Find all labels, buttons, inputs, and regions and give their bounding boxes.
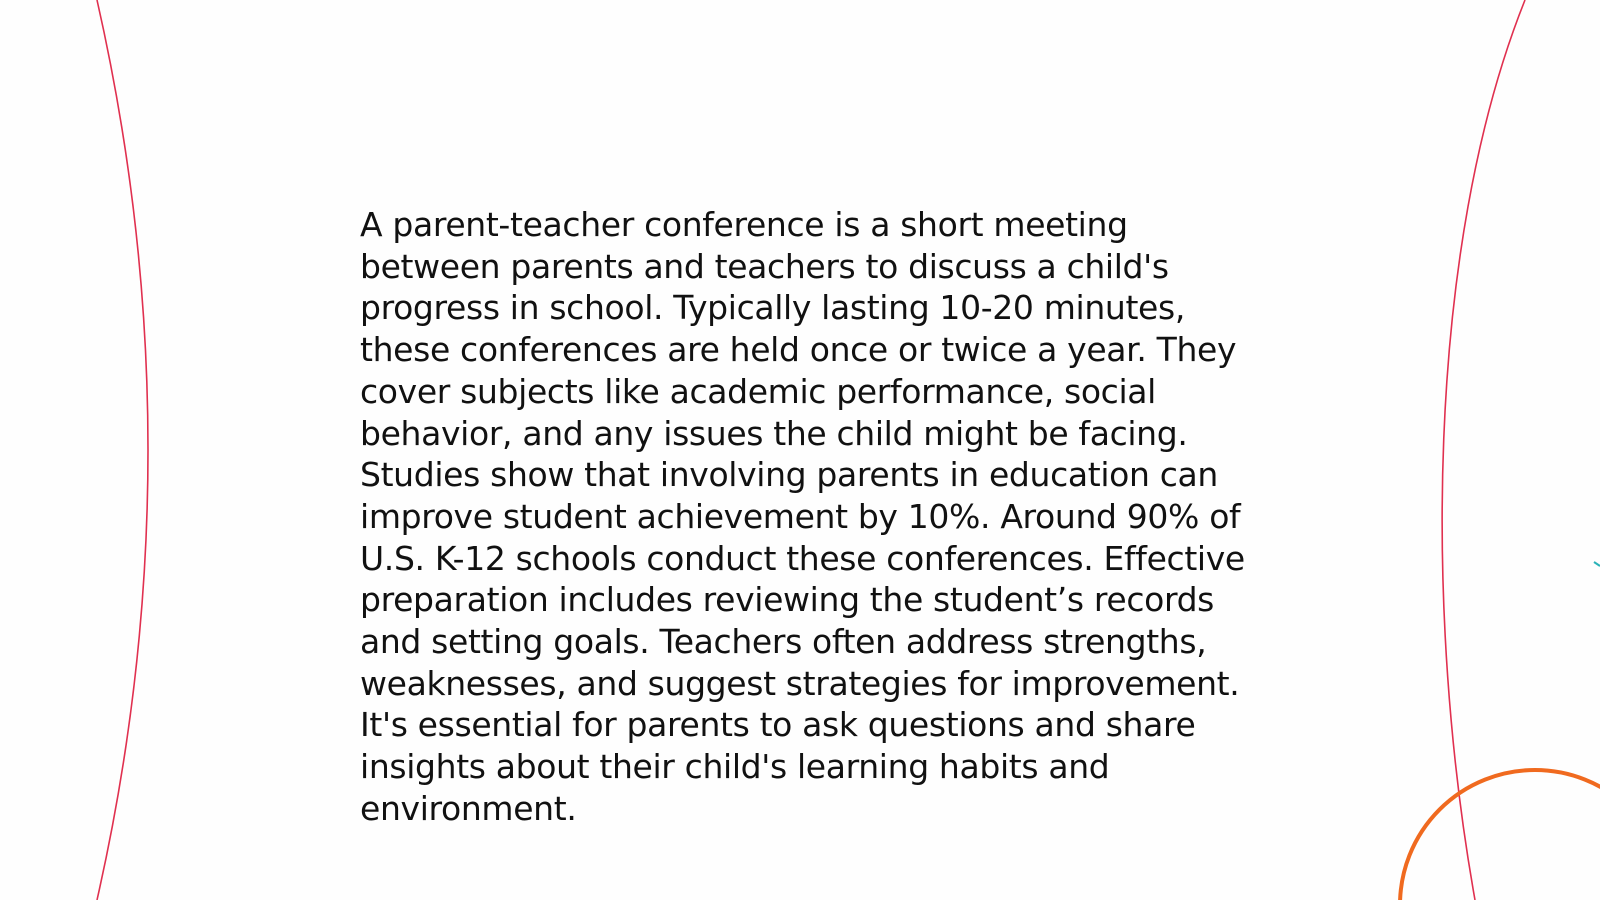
body-line: between parents and teachers to discuss a child's — [360, 246, 1169, 286]
body-line: Studies show that involving parents in education can — [360, 455, 1218, 495]
orange-accent-circle — [1400, 770, 1600, 900]
left-curve-line — [97, 0, 148, 900]
right-curve-line — [1442, 0, 1525, 900]
body-line: and setting goals. Teachers often address strengths, — [360, 622, 1207, 662]
body-line: U.S. K-12 schools conduct these conferences. Effective — [360, 538, 1245, 578]
body-line: improve student achievement by 10%. Around 90% of — [360, 496, 1241, 536]
body-line: preparation includes reviewing the student’s records — [360, 580, 1215, 620]
body-line: weaknesses, and suggest strategies for improvement. — [360, 663, 1240, 703]
body-line: A parent-teacher conference is a short meeting — [360, 205, 1128, 244]
teal-accent-mark — [1594, 562, 1600, 566]
body-line: these conferences are held once or twice a year. They — [360, 330, 1237, 370]
body-paragraph — [360, 204, 1260, 830]
body-line: insights about their child's learning habits and — [360, 747, 1110, 787]
body-line: environment. — [360, 788, 577, 828]
body-line: behavior, and any issues the child might be facing. — [360, 413, 1188, 453]
body-line: It's essential for parents to ask questions and share — [360, 705, 1196, 745]
body-line: cover subjects like academic performance, social — [360, 371, 1156, 411]
body-line: progress in school. Typically lasting 10-20 minutes, — [360, 288, 1185, 328]
